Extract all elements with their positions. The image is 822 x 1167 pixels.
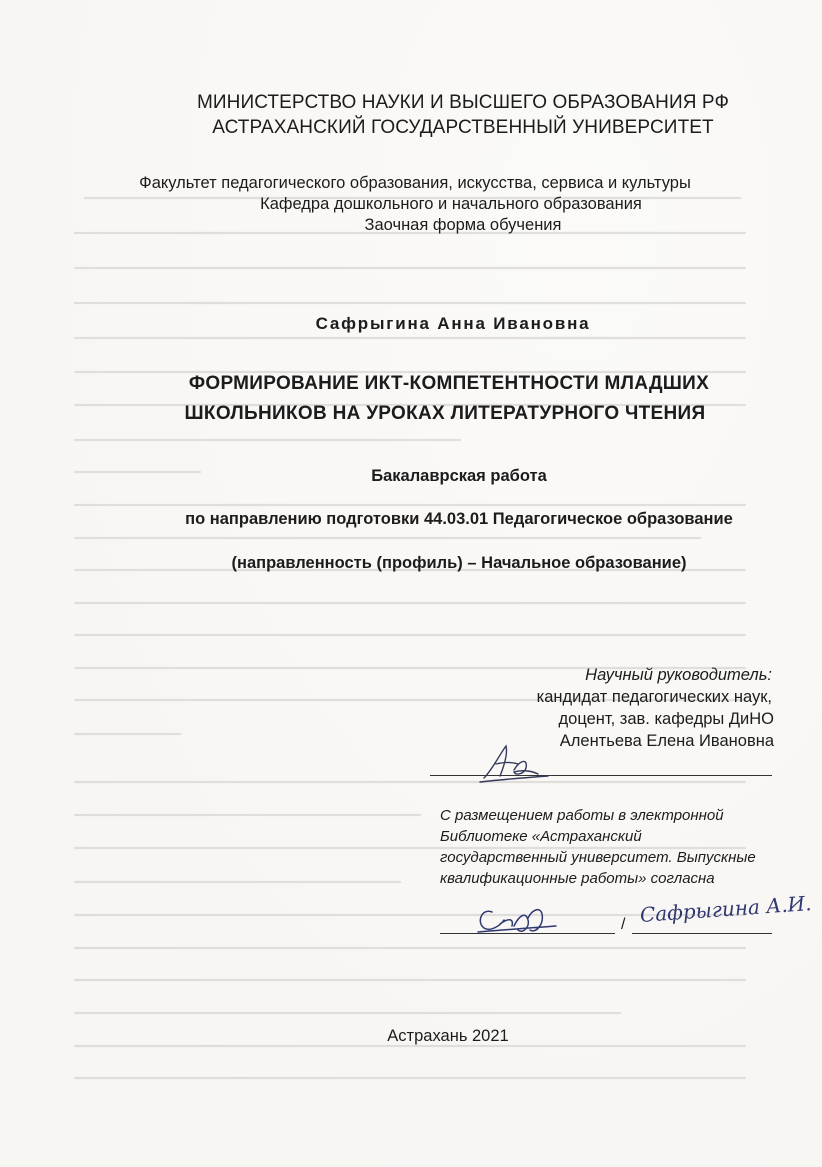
study-profile: (направленность (профиль) – Начальное образование)	[231, 554, 687, 572]
supervisor-degree: кандидат педагогических наук,	[536, 688, 772, 706]
student-signature	[470, 900, 560, 940]
ministry-name: МИНИСТЕРСТВО НАУКИ И ВЫСШЕГО ОБРАЗОВАНИЯ РФ	[196, 92, 730, 113]
faculty-name: Факультет педагогического образования, искусства, сервиса и культуры	[139, 174, 691, 192]
library-note-line-4: квалификационные работы» согласна	[440, 870, 715, 887]
study-direction: по направлению подготовки 44.03.01 Педагогическое образование	[185, 510, 733, 528]
city-year: Астрахань 2021	[387, 1027, 509, 1045]
author-name: Сафрыгина Анна Ивановна	[315, 314, 591, 333]
signature-separator: /	[621, 916, 626, 933]
student-handwritten-name: Сафрыгина А.И.	[639, 891, 813, 927]
supervisor-label: Научный руководитель:	[585, 666, 772, 684]
library-consent-note	[440, 805, 770, 889]
supervisor-position: доцент, зав. кафедры ДиНО	[558, 710, 774, 728]
student-name-line	[632, 933, 772, 934]
work-type: Бакалаврская работа	[371, 467, 547, 485]
thesis-title-line-1: ФОРМИРОВАНИЕ ИКТ-КОМПЕТЕНТНОСТИ МЛАДШИХ	[188, 373, 710, 394]
department-name: Кафедра дошкольного и начального образования	[260, 195, 642, 213]
thesis-title-line-2: ШКОЛЬНИКОВ НА УРОКАХ ЛИТЕРАТУРНОГО ЧТЕНИЯ	[184, 403, 706, 424]
library-note-line-2: Библиотеке «Астраханский	[440, 828, 642, 845]
supervisor-name: Алентьева Елена Ивановна	[559, 732, 774, 750]
library-note-line-3: государственный университет. Выпускные	[440, 849, 756, 866]
supervisor-signature	[470, 740, 560, 788]
university-name: АСТРАХАНСКИЙ ГОСУДАРСТВЕННЫЙ УНИВЕРСИТЕТ	[212, 117, 714, 138]
library-note-line-1: С размещением работы в электронной	[440, 807, 724, 824]
study-form: Заочная форма обучения	[364, 216, 562, 234]
